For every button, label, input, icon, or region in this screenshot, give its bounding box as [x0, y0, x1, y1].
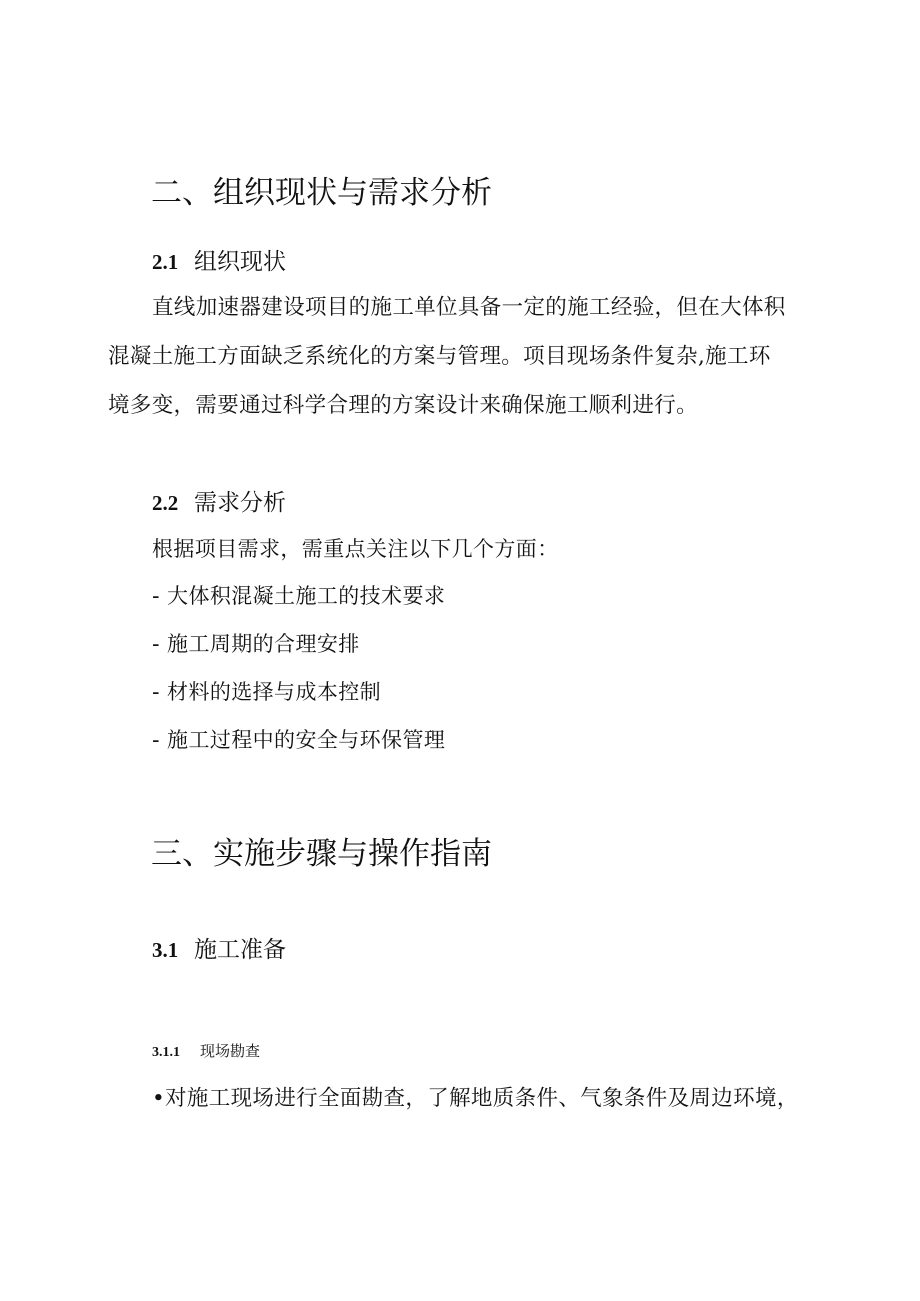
subsection-heading-3-1 [152, 931, 286, 964]
subsection-title: 施工准备 [194, 937, 286, 963]
subsubsection-number: 3.1.1 [152, 1045, 180, 1060]
subsection-title: 组织现状 [194, 249, 286, 275]
subsection-number: 2.2 [152, 491, 179, 515]
subsection-heading-2-2 [152, 484, 286, 517]
subsection-heading-2-1 [152, 243, 286, 276]
list-item: - 施工周期的合理安排 [152, 632, 360, 656]
subsubsection-heading-3-1-1 [152, 1040, 260, 1061]
paragraph-line: 混凝土施工方面缺乏系统化的方案与管理。项目现场条件复杂,施工环 [108, 344, 771, 369]
paragraph-line: 境多变，需要通过科学合理的方案设计来确保施工顺利进行。 [108, 393, 698, 418]
subsubsection-title: 现场勘查 [200, 1042, 261, 1060]
subsection-title: 需求分析 [194, 490, 286, 516]
section-heading-3: 三、实施步骤与操作指南 [151, 836, 492, 872]
subsection-number: 3.1 [152, 938, 179, 962]
list-item: - 材料的选择与成本控制 [152, 680, 382, 704]
list-item: - 大体积混凝土施工的技术要求 [152, 584, 446, 608]
list-item: - 施工过程中的安全与环保管理 [152, 728, 446, 752]
bullet-line: •对施工现场进行全面勘查，了解地质条件、气象条件及周边环境， [152, 1086, 799, 1111]
section-heading-2: 二、组织现状与需求分析 [151, 175, 492, 211]
subsection-number: 2.1 [152, 250, 179, 274]
intro-line: 根据项目需求，需重点关注以下几个方面： [152, 537, 559, 561]
paragraph-line: 直线加速器建设项目的施工单位具备一定的施工经验，但在大体积 [152, 295, 786, 320]
